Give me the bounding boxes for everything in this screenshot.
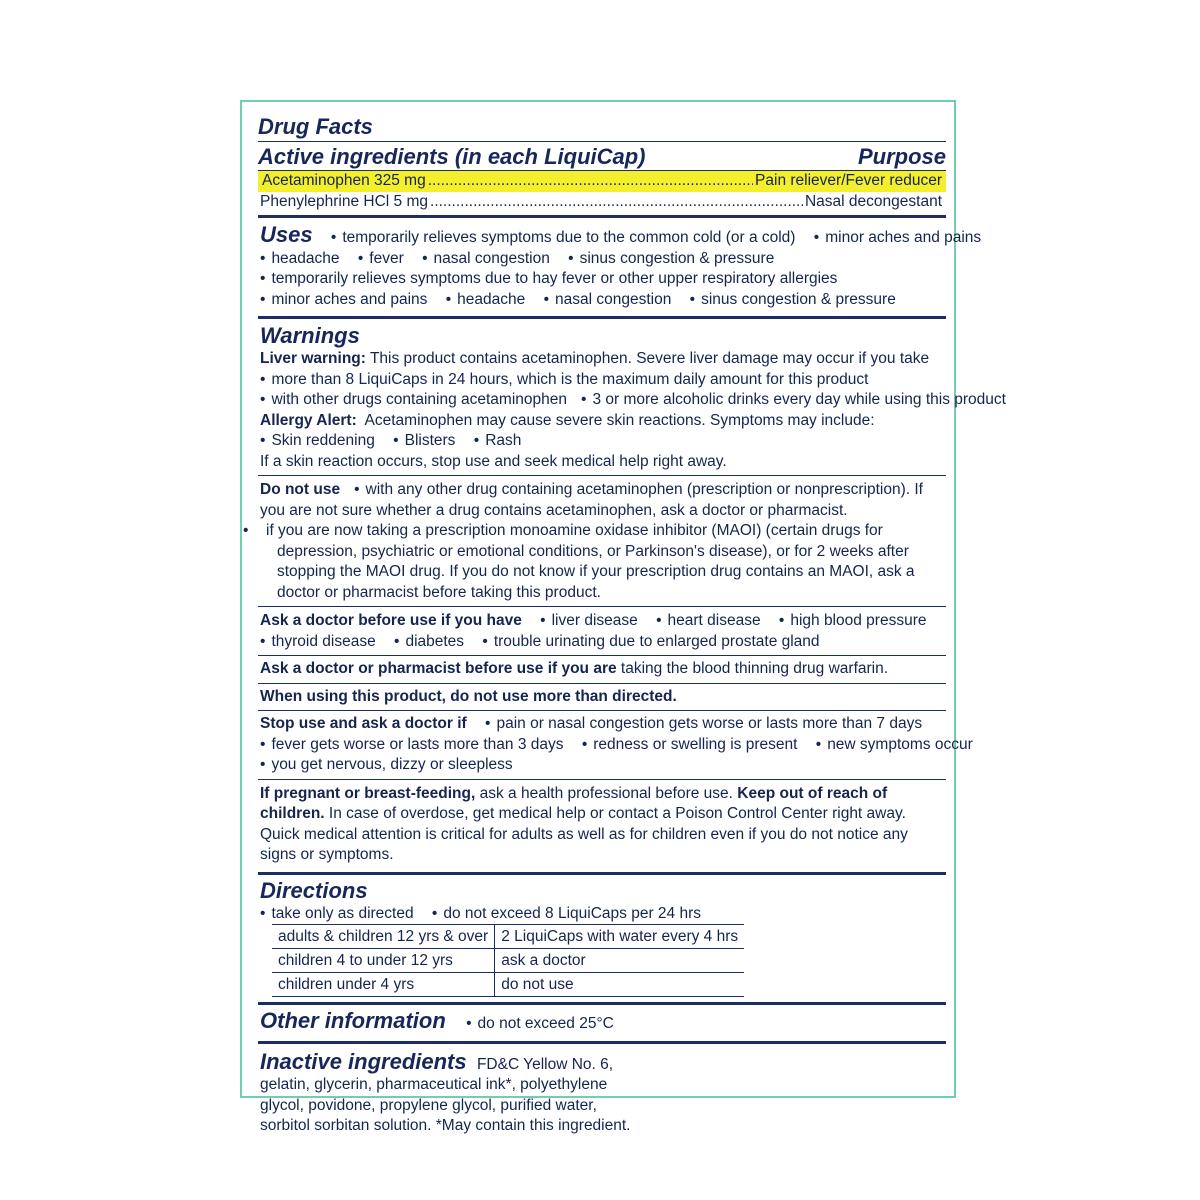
purpose-heading: Purpose: [857, 144, 946, 169]
pregnancy-section: [258, 780, 946, 875]
uses-section: Uses • temporarily relieves symptoms due to the common cold (or a cold) • minor aches and pains • headache • fever • nasal congestion • sinus congestion & pressure • temporarily relieves symptoms due to hay fever or other upper respiratory allergies • minor aches and pains • headache • nasal congestion • sinus congestion & pressure: [258, 218, 946, 319]
liver-bullet: more than 8 LiquiCaps in 24 hours, which is the maximum daily amount for this product: [271, 370, 869, 388]
table-row: [272, 925, 744, 949]
stop-item: you get nervous, dizzy or sleepless: [271, 756, 513, 773]
condition-item: heart disease: [667, 612, 761, 629]
ingredient-purpose: Nasal decongestant: [804, 192, 942, 210]
active-row-phenylephrine: [258, 192, 946, 219]
inactive-text: gelatin, glycerin, pharmaceutical ink*, polyethylene: [260, 1076, 608, 1093]
condition-item: high blood pressure: [790, 612, 927, 629]
use-item: headache: [271, 249, 340, 267]
keep-out-text: In case of overdose, get medical help or contact a Poison Control Center right away. Quick medical attention is critical for adults as well as for children even if you do not notice any signs or symptoms.: [260, 805, 908, 863]
dosage-dose: 2 LiquiCaps with water every 4 hrs: [495, 925, 744, 949]
do-not-use-maoi: if you are now taking a prescription monoamine oxidase inhibitor (MAOI) (certain drugs for depression, psychiatric or emotional conditions, or Parkinson's disease), or for 2 weeks after stopping the MAOI drug. If you do not know if your prescription drug contains an MAOI, ask a doctor or pharmacist before taking this product.: [266, 522, 915, 601]
stop-item: redness or swelling is present: [593, 735, 798, 753]
ask-pharmacist-label: Ask a doctor or pharmacist before use if you are: [260, 660, 617, 677]
directions-section: Directions • take only as directed • do not exceed 8 LiquiCaps per 24 hrs adults & children 12 yrs & over 2 LiquiCaps with water every 4 hrs children 4 to under 12 yrs ask a doctor children under 4 yrs do not use: [258, 875, 946, 1006]
dosage-who: adults & children 12 yrs & over: [272, 925, 495, 949]
inactive-text: glycol, povidone, propylene glycol, purified water,: [260, 1096, 597, 1114]
dosage-who: children 4 to under 12 yrs: [272, 949, 495, 973]
direction-item: take only as directed: [271, 904, 414, 922]
stop-item: pain or nasal congestion gets worse or lasts more than 7 days: [496, 715, 923, 732]
liver-warning-label: Liver warning:: [260, 350, 366, 367]
dosage-who: children under 4 yrs: [272, 973, 495, 997]
drug-facts-title: Drug Facts: [258, 114, 946, 142]
dosage-table: [272, 924, 744, 997]
condition-item: liver disease: [551, 612, 638, 629]
ingredient-name: Phenylephrine HCl 5 mg: [260, 192, 429, 210]
active-ingredients-header: [258, 142, 946, 171]
liver-bullet: 3 or more alcoholic drinks every day while using this product: [592, 391, 1006, 408]
use-item: minor aches and pains: [271, 290, 428, 308]
table-row: [272, 949, 744, 973]
dosage-dose: do not use: [495, 973, 744, 997]
condition-item: diabetes: [405, 632, 465, 650]
allergy-alert-label: Allergy Alert:: [260, 411, 357, 429]
ingredient-purpose: Pain reliever/Fever reducer: [755, 172, 942, 189]
inactive-heading: Inactive ingredients: [260, 1048, 467, 1074]
liver-warning-text: This product contains acetaminophen. Severe liver damage may occur if you take: [369, 350, 930, 367]
dosage-dose: ask a doctor: [495, 949, 744, 973]
active-ingredients-heading: Active ingredients (in each LiquiCap): [258, 144, 646, 169]
ask-pharmacist-section: [258, 656, 946, 684]
uses-heading: Uses: [260, 222, 313, 247]
table-row: [272, 973, 744, 997]
condition-item: thyroid disease: [271, 632, 376, 650]
use-item: nasal congestion: [555, 290, 672, 308]
ask-doctor-section: Ask a doctor before use if you have • liver disease • heart disease • high blood pressure • thyroid disease • diabetes • trouble urinating due to enlarged prostate gland: [258, 607, 946, 656]
dot-leader: [430, 192, 803, 213]
allergy-alert-text: Acetaminophen may cause severe skin reactions. Symptoms may include:: [364, 411, 875, 429]
pregnancy-text: ask a health professional before use.: [479, 784, 733, 802]
direction-item: do not exceed 8 LiquiCaps per 24 hrs: [443, 904, 702, 922]
dot-leader: [428, 171, 753, 192]
allergy-after-text: If a skin reaction occurs, stop use and seek medical help right away.: [260, 452, 727, 470]
use-item: fever: [369, 249, 404, 267]
when-using-text: When using this product, do not use more than directed.: [258, 684, 946, 712]
stop-use-label: Stop use and ask a doctor if: [260, 715, 467, 732]
use-item: temporarily relieves symptoms due to hay fever or other upper respiratory allergies: [271, 270, 838, 287]
ask-pharmacist-text: taking the blood thinning drug warfarin.: [620, 660, 889, 677]
use-item: sinus congestion & pressure: [579, 249, 775, 267]
active-row-acetaminophen: [258, 171, 946, 192]
use-item: sinus congestion & pressure: [701, 290, 896, 308]
do-not-use-label: Do not use: [260, 481, 341, 498]
warnings-section: Warnings Liver warning: This product contains acetaminophen. Severe liver damage may occur if you take • more than 8 LiquiCaps in 24 hours, which is the maximum daily amount for this product • with other drugs containing acetaminophen • 3 or more alcoholic drinks every day while using this product Allergy Alert: Acetaminophen may cause severe skin reactions. Symptoms may include: • Skin reddening • Blisters • Rash If a skin reaction occurs, stop use and seek medical help right away.: [258, 319, 946, 476]
ask-doctor-label: Ask a doctor before use if you have: [260, 612, 522, 629]
warnings-heading: Warnings: [260, 323, 360, 348]
stop-use-section: Stop use and ask a doctor if • pain or nasal congestion gets worse or lasts more than 7 days • fever gets worse or lasts more than 3 days • redness or swelling is present • new symptoms occur • you get nervous, dizzy or sleepless: [258, 711, 946, 780]
other-info-section: Other information • do not exceed 25°C: [258, 1005, 946, 1044]
do-not-use-text: with any other drug containing acetaminophen (prescription or nonprescription). If you are not sure whether a drug contains acetaminophen, ask a doctor or pharmacist.: [260, 481, 923, 519]
drug-facts-panel: [258, 114, 1006, 1137]
stop-item: fever gets worse or lasts more than 3 days: [271, 735, 564, 753]
use-item: minor aches and pains: [825, 229, 982, 246]
allergy-item: Rash: [485, 432, 522, 449]
inactive-section: [258, 1044, 946, 1137]
inactive-text: sorbitol sorbitan solution. *May contain this ingredient.: [260, 1117, 631, 1134]
other-info-heading: Other information: [260, 1008, 446, 1033]
stop-item: new symptoms occur: [827, 735, 973, 753]
use-item: headache: [457, 290, 526, 308]
allergy-item: Blisters: [404, 432, 456, 449]
keep-out-label: Keep out of reach of children.: [260, 784, 888, 822]
use-item: nasal congestion: [433, 249, 550, 267]
ingredient-name: Acetaminophen 325 mg: [262, 172, 426, 189]
directions-heading: Directions: [260, 877, 368, 903]
other-info-text: do not exceed 25°C: [477, 1015, 614, 1032]
liver-bullet: with other drugs containing acetaminophen: [271, 391, 567, 408]
pregnancy-label: If pregnant or breast-feeding,: [260, 784, 476, 802]
allergy-item: Skin reddening: [271, 432, 375, 449]
do-not-use-section: Do not use • with any other drug containing acetaminophen (prescription or nonprescription). If you are not sure whether a drug contains acetaminophen, ask a doctor or pharmacist. if you are now taking a prescription monoamine oxidase inhibitor (MAOI) (certain drugs for depression, psychiatric or emotional conditions, or Parkinson's disease), or for 2 weeks after stopping the MAOI drug. If you do not know if your prescription drug contains an MAOI, ask a doctor or pharmacist before taking this product.: [258, 476, 946, 607]
inactive-text: FD&C Yellow No. 6,: [476, 1055, 614, 1073]
condition-item: trouble urinating due to enlarged prostate gland: [493, 632, 820, 650]
use-item: temporarily relieves symptoms due to the common cold (or a cold): [342, 229, 796, 246]
